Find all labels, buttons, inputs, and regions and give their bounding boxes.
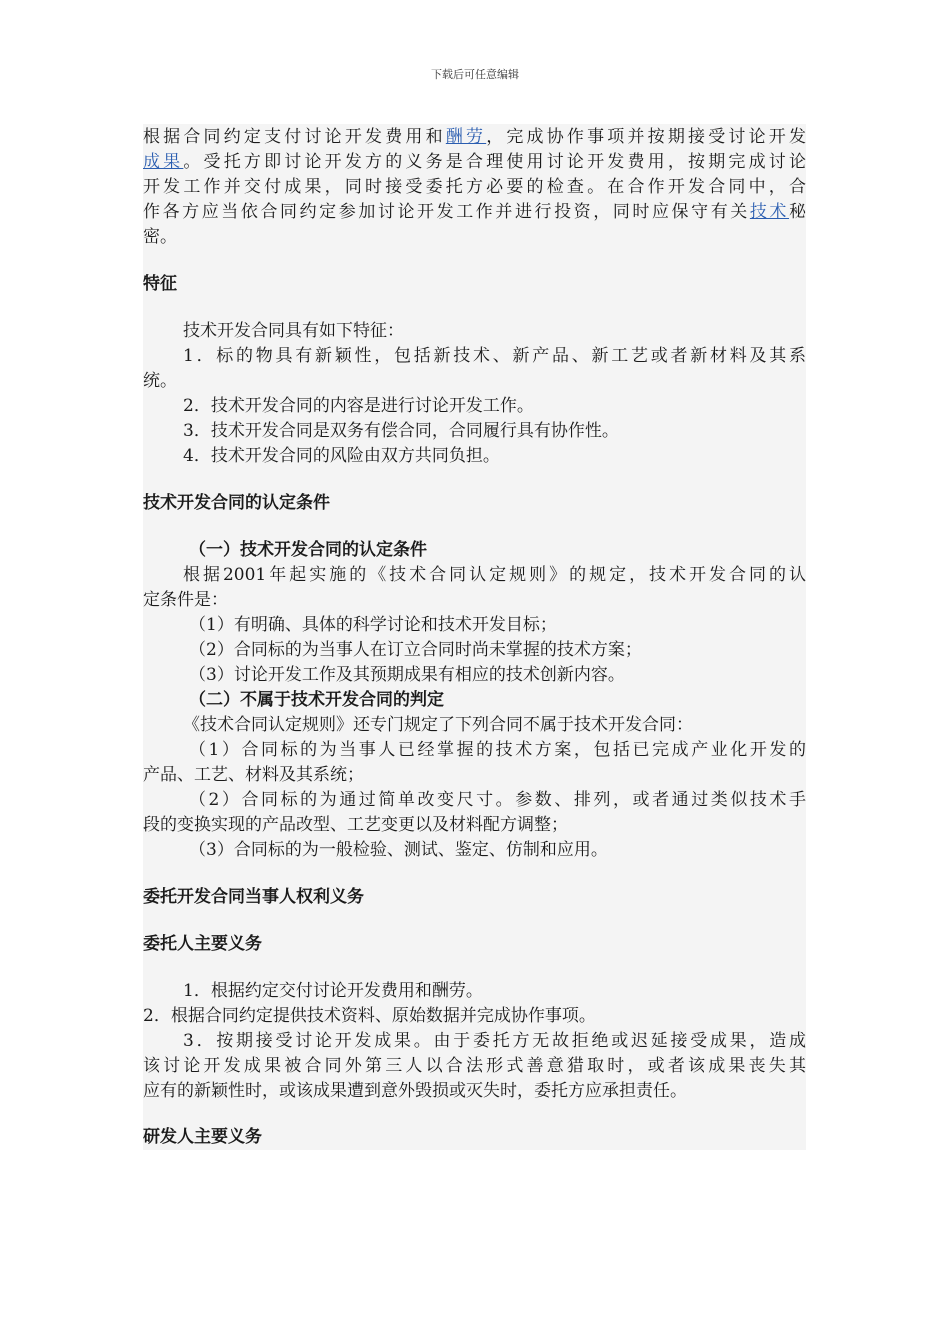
condition-item-3: （3）讨论开发工作及其预期成果有相应的技术创新内容。: [189, 665, 625, 685]
exclusion-item-3: （3）合同标的为一般检验、测试、鉴定、仿制和应用。: [189, 840, 608, 860]
exclusions-paragraph: 《技术合同认定规则》还专门规定了下列合同不属于技术开发合同：: [183, 715, 693, 735]
conditions-paragraph-cont: 定条件是：: [143, 590, 228, 610]
link-results[interactable]: 成果: [143, 152, 184, 172]
document-body: [143, 124, 806, 1150]
exclusion-item-1: （1）合同标的为当事人已经掌握的技术方案，包括已完成产业化开发的: [189, 740, 806, 760]
text: 根据合同约定支付讨论开发费用和: [143, 127, 446, 147]
client-obligation-3: 3．按期接受讨论开发成果。由于委托方无故拒绝或迟延接受成果，造成: [183, 1031, 806, 1051]
exclusion-item-2-cont: 段的变换实现的产品改型、工艺变更以及材料配方调整；: [143, 815, 568, 835]
client-obligation-3-cont: 该讨论开发成果被合同外第三人以合法形式善意猎取时，或者该成果丧失其: [143, 1056, 806, 1076]
exclusion-item-1-cont: 产品、工艺、材料及其系统；: [143, 765, 364, 785]
paragraph-line: 开发工作并交付成果，同时接受委托方必要的检查。在合作开发合同中，合: [143, 177, 806, 197]
condition-item-2: （2）合同标的为当事人在订立合同时尚未掌握的技术方案；: [189, 640, 642, 660]
text: 秘: [789, 202, 806, 222]
paragraph-line: [143, 124, 806, 150]
text: ，完成协作事项并按期接受讨论开发: [486, 127, 806, 147]
section-heading-features: 特征: [143, 274, 177, 294]
feature-item-3: 3．技术开发合同是双务有偿合同，合同履行具有协作性。: [183, 421, 619, 441]
feature-item-1: 1．标的物具有新颖性，包括新技术、新产品、新工艺或者新材料及其系: [183, 346, 806, 366]
feature-item-1-cont: 统。: [143, 371, 177, 391]
client-obligation-1: 1．根据约定交付讨论开发费用和酬劳。: [183, 981, 483, 1001]
paragraph-line: [143, 199, 806, 225]
link-technology[interactable]: 技术: [749, 202, 790, 222]
subheading-conditions: （一）技术开发合同的认定条件: [189, 540, 427, 560]
page-header: 下载后可任意编辑: [431, 68, 519, 81]
paragraph-line: 密。: [143, 227, 177, 247]
feature-item-2: 2．技术开发合同的内容是进行讨论开发工作。: [183, 396, 534, 416]
exclusion-item-2: （2）合同标的为通过简单改变尺寸。参数、排列，或者通过类似技术手: [189, 790, 806, 810]
link-remuneration[interactable]: 酬劳: [445, 127, 487, 147]
section-heading-rights: 委托开发合同当事人权利义务: [143, 887, 364, 907]
subheading-exclusions: （二）不属于技术开发合同的判定: [189, 690, 444, 710]
features-intro: 技术开发合同具有如下特征：: [183, 321, 404, 341]
section-heading-developer: 研发人主要义务: [143, 1127, 262, 1147]
text: 。受托方即讨论开发方的义务是合理使用讨论开发费用，按期完成讨论: [183, 152, 806, 172]
client-obligation-2: 2．根据合同约定提供技术资料、原始数据并完成协作事项。: [143, 1006, 596, 1026]
section-heading-client: 委托人主要义务: [143, 934, 262, 954]
conditions-paragraph: 根据2001年起实施的《技术合同认定规则》的规定，技术开发合同的认: [183, 565, 806, 585]
client-obligation-3-cont2: 应有的新颖性时，或该成果遭到意外毁损或灭失时，委托方应承担责任。: [143, 1081, 687, 1101]
condition-item-1: （1）有明确、具体的科学讨论和技术开发目标；: [189, 615, 557, 635]
section-heading-conditions: 技术开发合同的认定条件: [143, 493, 330, 513]
paragraph-line: [143, 149, 806, 175]
feature-item-4: 4．技术开发合同的风险由双方共同负担。: [183, 446, 500, 466]
text: 作各方应当依合同约定参加讨论开发工作并进行投资，同时应保守有关: [143, 202, 750, 222]
